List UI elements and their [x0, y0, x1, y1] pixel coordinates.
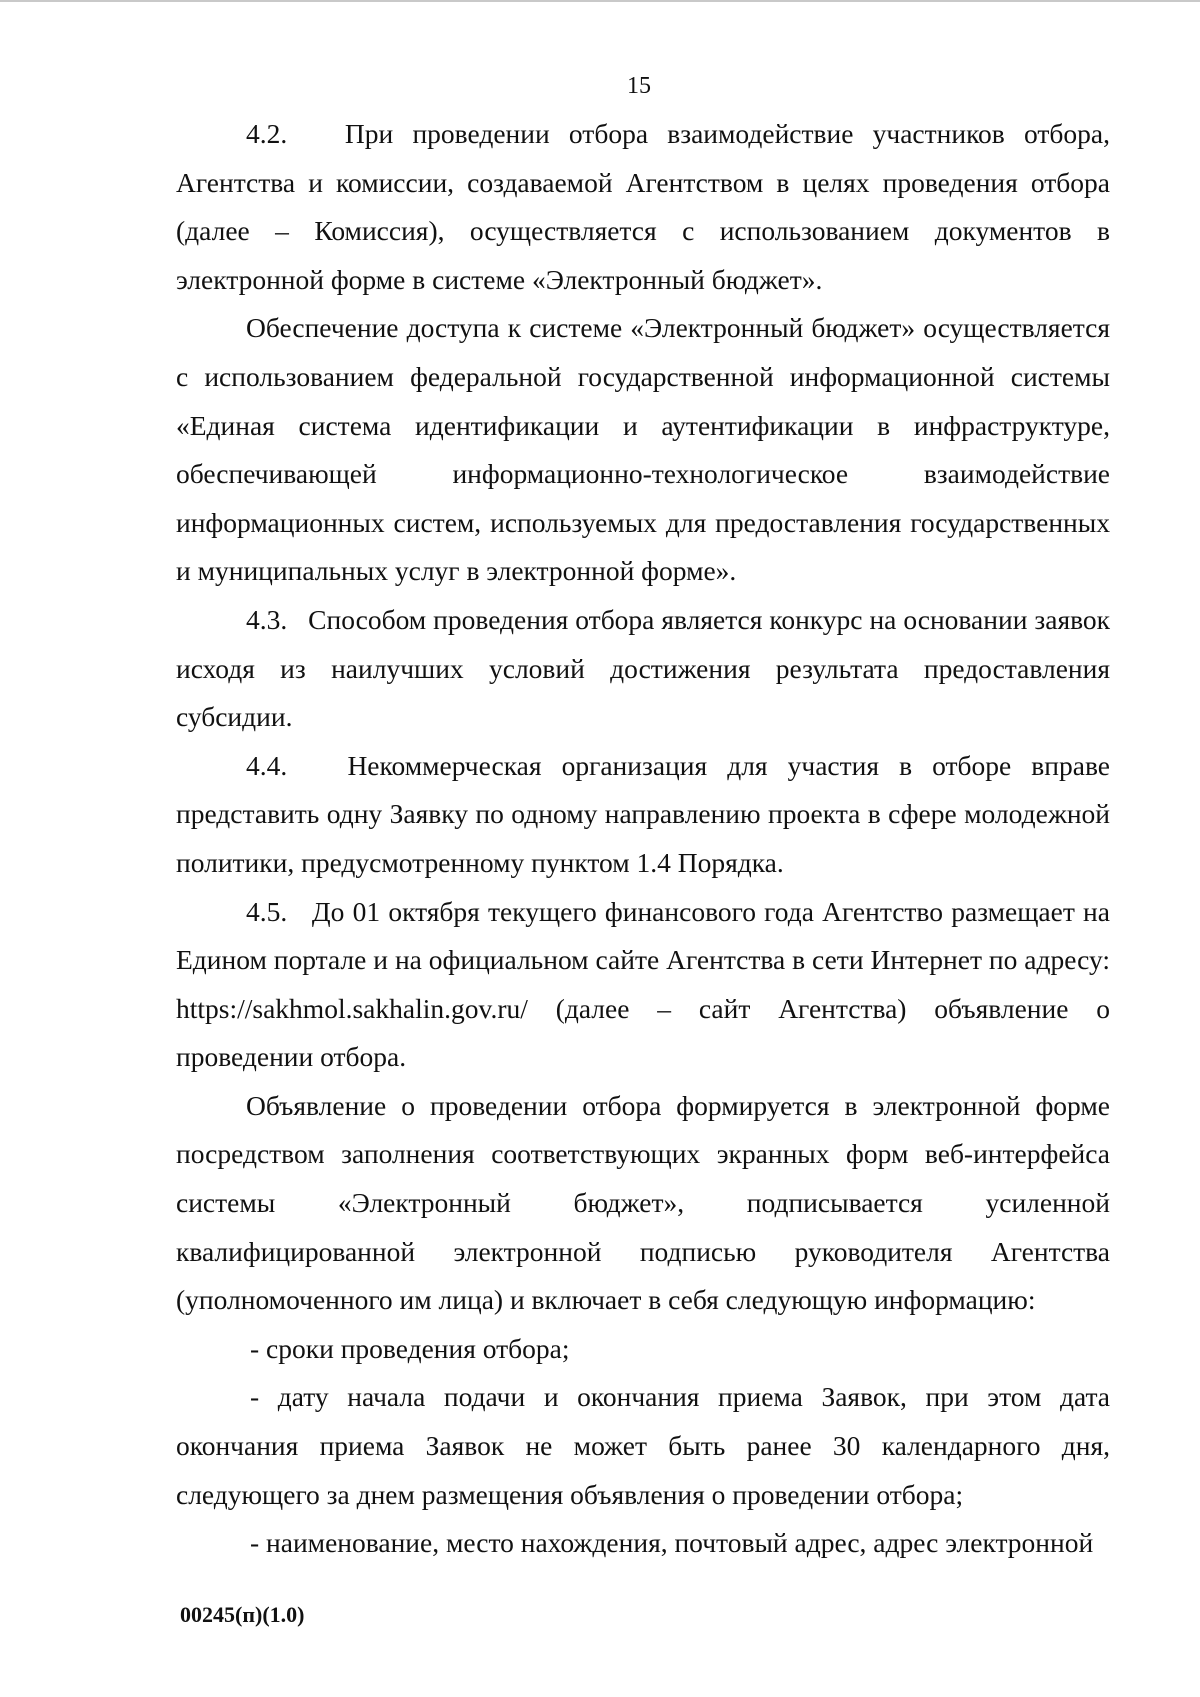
list-item-name-address: - наименование, место нахождения, почтовый адрес, адрес электронной [250, 1527, 1094, 1559]
paragraph-4-4: 4.4. Некоммерческая организация для участия в отборе вправе представить одну Заявку по одному направлению проекта в сфере молодежной политики, предусмотренному пунктом 1.4 Порядка. [176, 749, 1110, 878]
paragraph-access: Обеспечение доступа к системе «Электронный бюджет» осуществляется с использованием федеральной государственной информационной системы «Единая система идентификации и аутентификации в инфраструктуре, обеспечивающей информационно-технологическое взаимодействие информационных систем, используемых для предоставления государственных и муниципальных услуг в электронной форме». [176, 312, 1110, 587]
paragraph-announcement: Объявление о проведении отбора формируется в электронной форме посредством заполнения соответствующих экранных форм веб-интерфейса системы «Электронный бюджет», подписывается усиленной квалифицированной электронной подписью руководителя Агентства (уполномоченного им лица) и включает в себя следующую информацию: [176, 1089, 1110, 1316]
document-code: 00245(п)(1.0) [180, 1602, 305, 1627]
paragraph-4-5: 4.5. До 01 октября текущего финансового года Агентство размещает на Едином портале и на официальном сайте Агентства в сети Интернет по адресу: https://sakhmol.sakhalin.gov.ru/ (далее – сайт Агентства) объявление о проведении отбора. [176, 895, 1110, 1073]
list-item-dates: - дату начала подачи и окончания приема Заявок, при этом дата окончания приема Заявок не может быть ранее 30 календарного дня, следующего за днем размещения объявления о проведении отбора; [176, 1381, 1110, 1510]
paragraph-4-3: 4.3. Способом проведения отбора является конкурс на основании заявок исходя из наилучших условий достижения результата предоставления субсидии. [176, 603, 1110, 733]
list-item-terms: - сроки проведения отбора; [250, 1332, 570, 1364]
document-body [176, 110, 1110, 1568]
page-top-edge [0, 0, 1200, 2]
paragraph-4-2: 4.2. При проведении отбора взаимодействие участников отбора, Агентства и комиссии, создаваемой Агентством в целях проведения отбора (далее – Комиссия), осуществляется с использованием документов в электронной форме в системе «Электронный бюджет». [176, 118, 1110, 295]
page-number: 15 [627, 73, 651, 99]
